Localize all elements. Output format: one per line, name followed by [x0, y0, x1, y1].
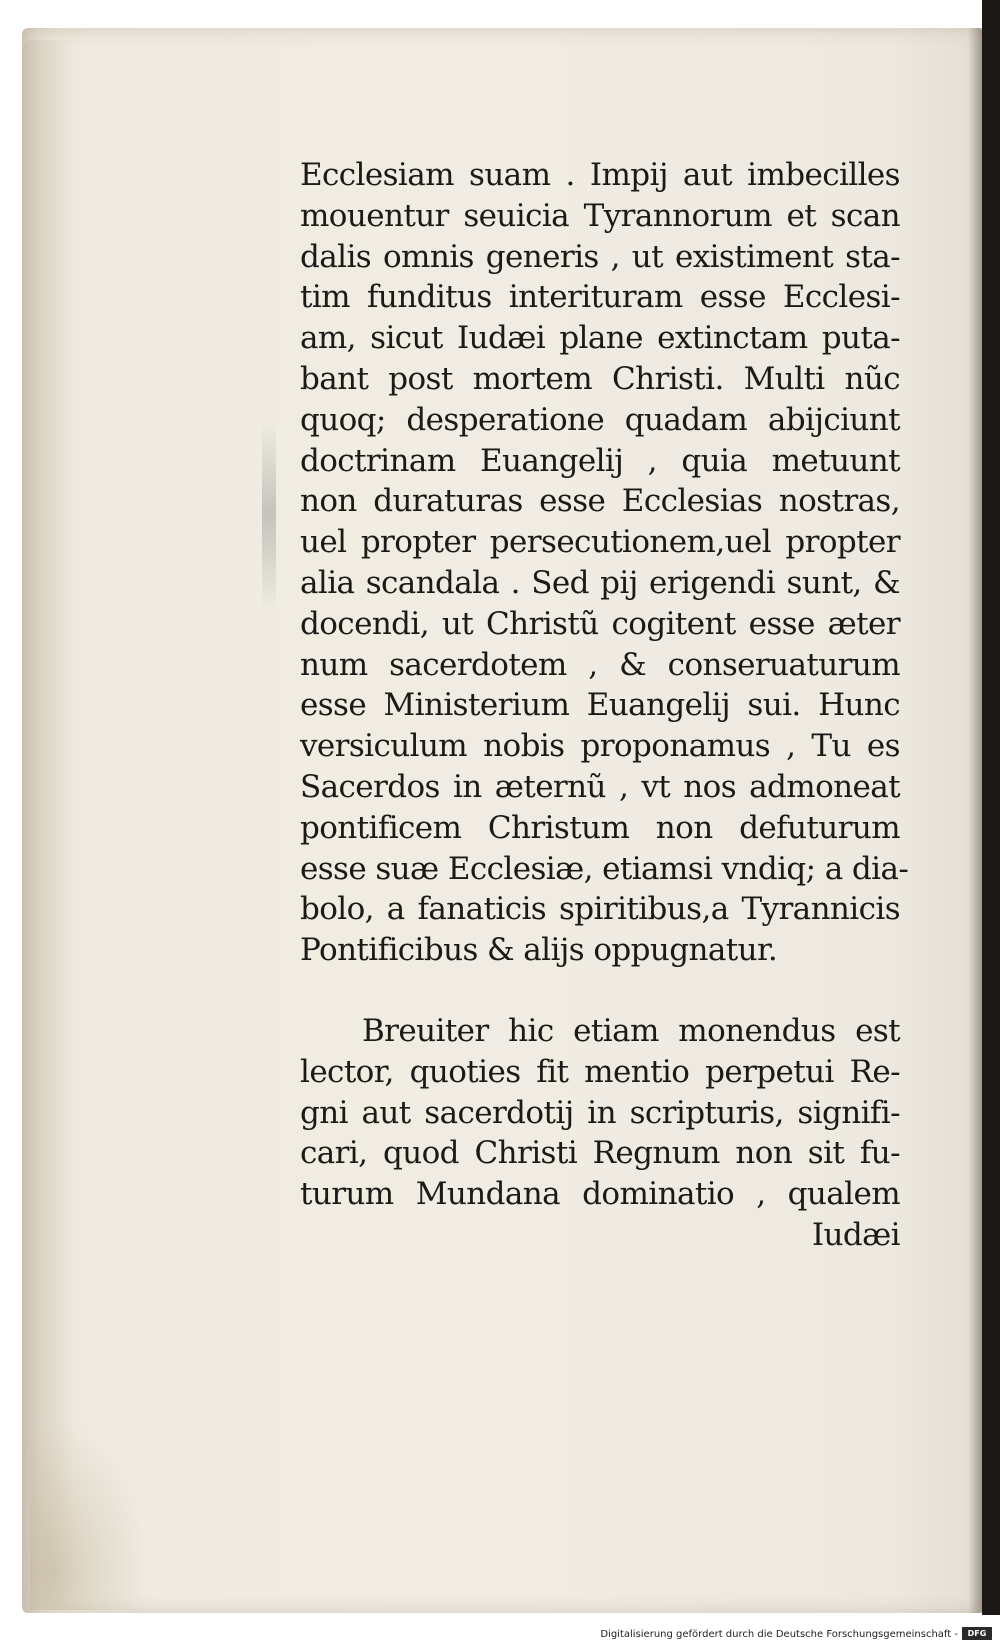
text-line: pontificem Christum non defuturum — [300, 809, 900, 846]
page-text — [300, 155, 909, 1256]
text-line: non duraturas esse Ecclesias nostras, — [300, 483, 900, 520]
text-line: Sacerdos in æternũ , vt nos admoneat — [300, 768, 900, 805]
text-line: Breuiter hic etiam monendus est — [362, 1012, 900, 1049]
text-line: turum Mundana dominatio , qualem — [300, 1176, 900, 1213]
text-line: esse Ministerium Euangelij sui. Hunc — [300, 687, 900, 724]
text-line: doctrinam Euangelij , quia metuunt — [300, 442, 900, 479]
text-line: mouentur seuicia Tyrannorum et scan — [300, 197, 900, 234]
catchword: Iudæi — [811, 1216, 900, 1253]
text-line: am, sicut Iudæi plane extinctam puta- — [300, 320, 900, 357]
text-line: lector, quoties fit mentio perpetui Re- — [300, 1053, 900, 1090]
text-line: versiculum nobis proponamus , Tu es — [300, 728, 900, 765]
text-line: alia scandala . Sed pij erigendi sunt, & — [300, 564, 900, 601]
page-stain — [30, 1420, 150, 1610]
ink-smudge — [262, 420, 276, 610]
scanner-edge — [982, 0, 1000, 1615]
page-gutter-curl — [22, 40, 74, 1610]
text-line: dalis omnis generis , ut existiment sta- — [300, 238, 900, 275]
text-line: num sacerdotem , & conseruaturum — [300, 646, 900, 683]
text-line: docendi, ut Christũ cogitent esse æter — [300, 605, 900, 642]
page-edge-shadow — [968, 28, 982, 1613]
paragraph-1 — [300, 155, 909, 971]
text-line: gni aut sacerdotij in scripturis, signifi- — [300, 1094, 900, 1131]
dfg-logo-icon: DFG — [962, 1627, 992, 1640]
text-line: cari, quod Christi Regnum non sit fu- — [300, 1135, 900, 1172]
text-line: tim funditus interituram esse Ecclesi- — [300, 279, 900, 316]
text-line: quoq; desperatione quadam abijciunt — [300, 401, 900, 438]
text-line: bant post mortem Christi. Multi nũc — [300, 360, 900, 397]
text-line: esse suæ Ecclesiæ, etiamsi vndiq; a dia- — [300, 850, 909, 887]
funding-credit: Digitalisierung gefördert durch die Deutsche Forschungsgemeinschaft - — [600, 1629, 958, 1640]
text-line: uel propter persecutionem,uel propter — [300, 524, 900, 561]
paragraph-gap — [300, 971, 900, 1011]
text-line: bolo, a fanaticis spiritibus,a Tyrannicis — [300, 891, 900, 928]
text-line: Pontificibus & alijs oppugnatur. — [300, 932, 778, 969]
text-line: Ecclesiam suam . Impij aut imbecilles — [300, 157, 900, 193]
paragraph-2 — [300, 1011, 900, 1215]
